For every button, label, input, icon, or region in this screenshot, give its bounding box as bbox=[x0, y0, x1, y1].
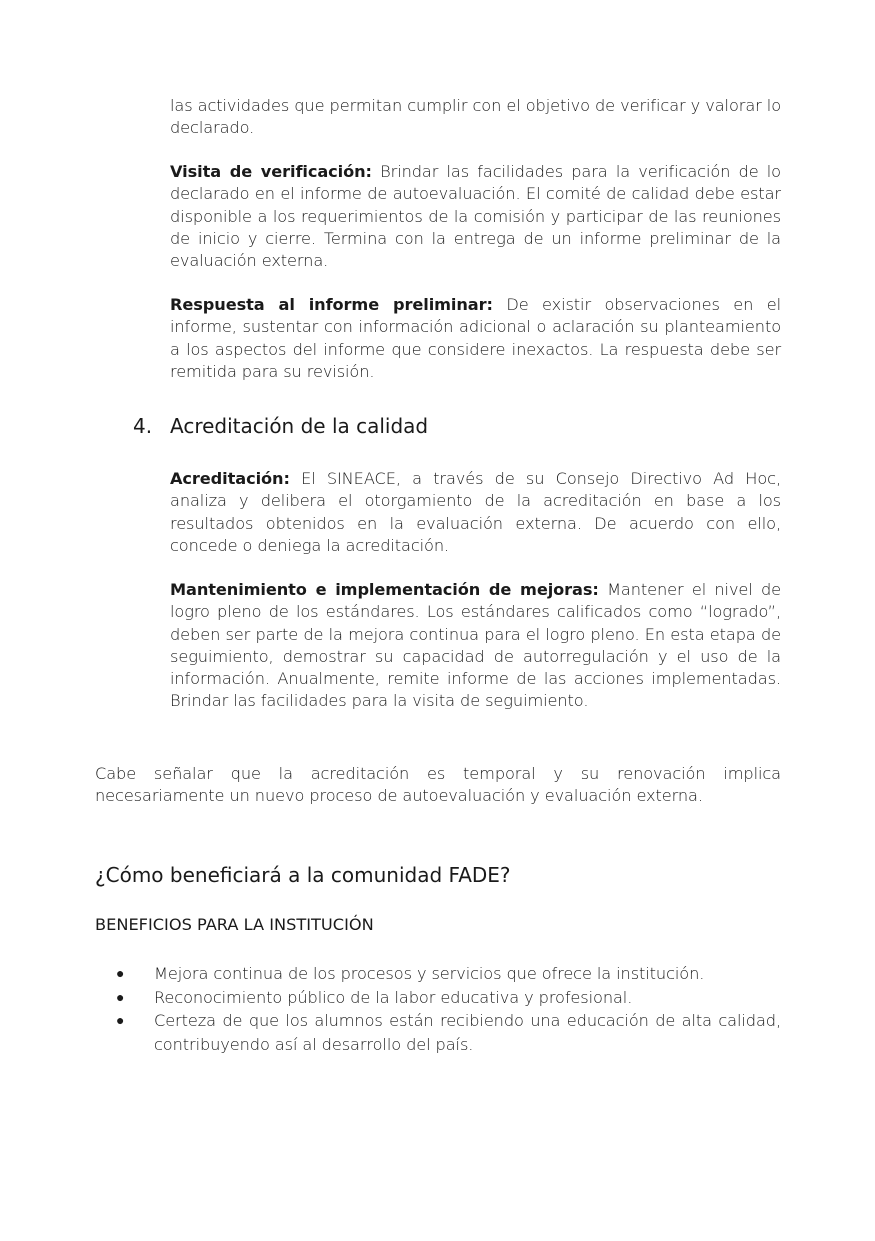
paragraph-text: Brindar las facilidades para la verificación de lo declarado en el informe de autoevaluación. El comité de calidad debe estar disponible a los requerimientos de la comisión y participar de las reuniones de inicio y cierre. Termina con la entrega de un informe preliminar de la evaluación externa. bbox=[170, 162, 781, 271]
paragraph-text: Mantener el nivel de logro pleno de los estándares. Los estándares calificados como “logrado”, deben ser parte de la mejora continua para el logro pleno. En esta etapa de seguimiento, demostrar su capacidad de autorregulación y el uso de la información. Anualmente, remite informe de las acciones implementadas. Brindar las facilidades para la visita de seguimiento. bbox=[170, 580, 781, 711]
benefits-list bbox=[95, 962, 781, 1056]
bullet-icon: ● bbox=[116, 989, 125, 1006]
paragraph-respuesta-informe bbox=[170, 294, 781, 383]
section-number: 4. bbox=[133, 414, 153, 438]
term-acreditacion: Acreditación: bbox=[170, 469, 290, 488]
paragraph-mantenimiento bbox=[170, 579, 781, 713]
paragraph-continuation bbox=[170, 95, 781, 140]
bullet-icon: ● bbox=[116, 1013, 125, 1029]
paragraph-closing-note bbox=[95, 763, 781, 808]
list-item-text: Mejora continua de los procesos y servicios que ofrece la institución. bbox=[154, 964, 705, 983]
list-item-text: Reconocimiento público de la labor educativa y profesional. bbox=[154, 987, 633, 1007]
paragraph-text: las actividades que permitan cumplir con el objetivo de verificar y valorar lo declarado. bbox=[170, 96, 781, 138]
section-title: Acreditación de la calidad bbox=[170, 414, 429, 438]
paragraph-text: De existir observaciones en el informe, sustentar con información adicional o aclaración su planteamiento a los aspectos del informe que considere inexactos. La respuesta debe ser remitida para su revisión. bbox=[170, 295, 781, 381]
list-item bbox=[95, 986, 781, 1010]
paragraph-text: Cabe señalar que la acreditación es temporal y su renovación implica necesariamente un nuevo proceso de autoevaluación y evaluación externa. bbox=[95, 764, 781, 806]
term-visita: Visita de verificación: bbox=[170, 162, 372, 181]
bullet-icon: ● bbox=[116, 966, 125, 982]
benefits-subheading: BENEFICIOS PARA LA INSTITUCIÓN bbox=[95, 915, 374, 934]
benefits-heading: ¿Cómo beneficiará a la comunidad FADE? bbox=[95, 863, 511, 887]
term-mantenimiento: Mantenimiento e implementación de mejoras: bbox=[170, 580, 599, 599]
paragraph-text: El SINEACE, a través de su Consejo Directivo Ad Hoc, analiza y delibera el otorgamiento de la acreditación en base a los resultados obtenidos en la evaluación externa. De acuerdo con ello, concede o deniega la acreditación. bbox=[170, 469, 781, 555]
paragraph-acreditacion bbox=[170, 468, 781, 557]
term-respuesta: Respuesta al informe preliminar: bbox=[170, 295, 493, 314]
list-item-text: Certeza de que los alumnos están recibiendo una educación de alta calidad, contribuyendo así al desarrollo del país. bbox=[154, 1011, 781, 1054]
list-item bbox=[95, 1009, 781, 1056]
section-heading-4 bbox=[133, 412, 428, 440]
list-item bbox=[95, 962, 781, 986]
paragraph-visita-verificacion bbox=[170, 161, 781, 272]
